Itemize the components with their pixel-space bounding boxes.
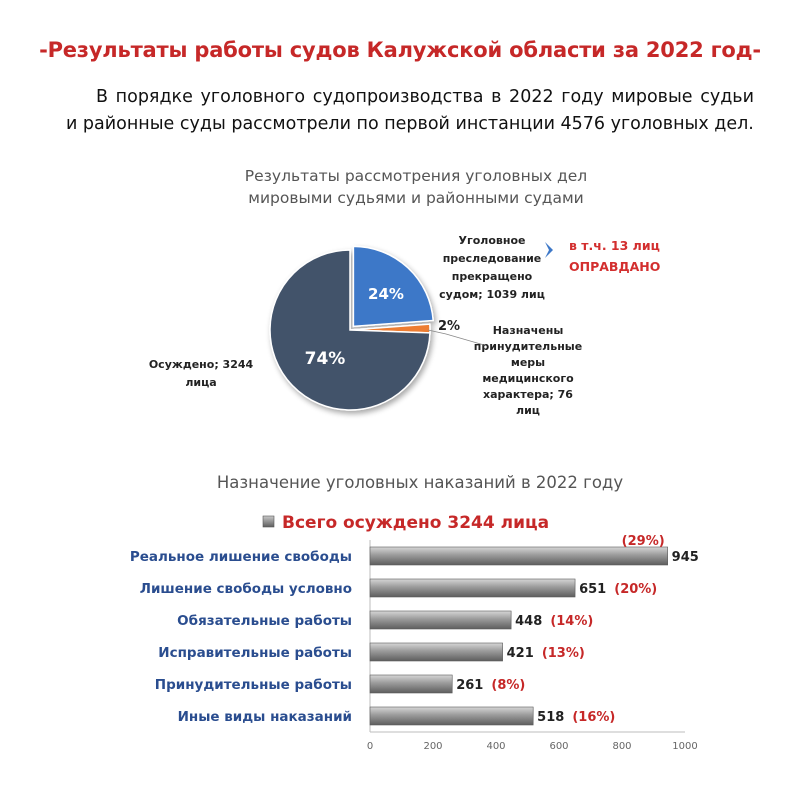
bar — [370, 579, 575, 597]
bar — [370, 707, 533, 725]
pie-slice-label-osuzhdeno: Осуждено; 3244 лица — [148, 358, 254, 389]
bar-category-label: Лишение свободы условно — [139, 581, 352, 597]
acquitted-callout: в т.ч. 13 лиц ОПРАВДАНО — [569, 238, 661, 274]
bar-legend-label: Всего осуждено 3244 лица — [282, 513, 550, 533]
bar-x-tick-label: 200 — [423, 741, 443, 752]
pie-title-line-2: мировыми судьями и районными судами — [248, 189, 584, 207]
bar — [370, 547, 668, 565]
bar-legend-swatch — [263, 516, 274, 527]
page-title: -Результаты работы судов Калужской области за 2022 год- — [39, 38, 761, 62]
bar-percent-label: (16%) — [572, 710, 616, 725]
intro-paragraph: В порядке уголовного судопроизводства в 2022 году мировые судьи и районные суды рассмотрели по первой инстанции 4576 уголовных дел. — [66, 87, 754, 134]
bar-chart-title: Назначение уголовных наказаний в 2022 году — [216, 473, 624, 492]
pie-chart — [149, 167, 661, 417]
bar-value-label: 518 — [537, 710, 565, 725]
bar-x-tick-label: 600 — [549, 741, 569, 752]
bar-percent-label: (29%) — [621, 534, 665, 549]
bar-percent-label: (13%) — [541, 646, 585, 661]
bar — [370, 675, 452, 693]
bar-x-tick-label: 400 — [486, 741, 506, 752]
bar-value-label: 945 — [671, 550, 699, 565]
bar-x-tick-label: 1000 — [672, 741, 698, 752]
bar-category-label: Обязательные работы — [177, 613, 352, 629]
bar-percent-label: (14%) — [550, 614, 594, 629]
bar-category-label: Исправительные работы — [158, 645, 352, 661]
pie-slice-label-medicinskie: Назначены принудительные меры медицинского характера; 76 лиц — [473, 324, 583, 417]
bar-value-label: 421 — [506, 646, 534, 661]
bar-category-label: Реальное лишение свободы — [129, 549, 352, 565]
bar-value-label: 448 — [515, 614, 543, 629]
bar-value-label: 651 — [579, 582, 607, 597]
bar-chart — [130, 473, 699, 752]
bar — [370, 643, 503, 661]
bar-x-tick-label: 800 — [612, 741, 632, 752]
pie-title-line-1: Результаты рассмотрения уголовных дел — [244, 167, 588, 185]
pie-slice-label-prekrashcheno: Уголовное преследование прекращено судом; 1039 лиц — [439, 234, 545, 301]
bar — [370, 611, 511, 629]
callout-arrow-icon — [545, 242, 553, 258]
pie-percent-label-2: 2% — [437, 319, 461, 334]
bar-x-tick-label: 0 — [366, 741, 374, 752]
pie-percent-label-24: 24% — [368, 285, 404, 303]
pie-percent-label-74: 74% — [304, 349, 346, 369]
bar-percent-label: (8%) — [491, 678, 526, 693]
bar-value-label: 261 — [456, 678, 484, 693]
bar-category-label: Принудительные работы — [154, 677, 352, 693]
bar-percent-label: (20%) — [614, 582, 658, 597]
bar-category-label: Иные виды наказаний — [177, 709, 352, 725]
